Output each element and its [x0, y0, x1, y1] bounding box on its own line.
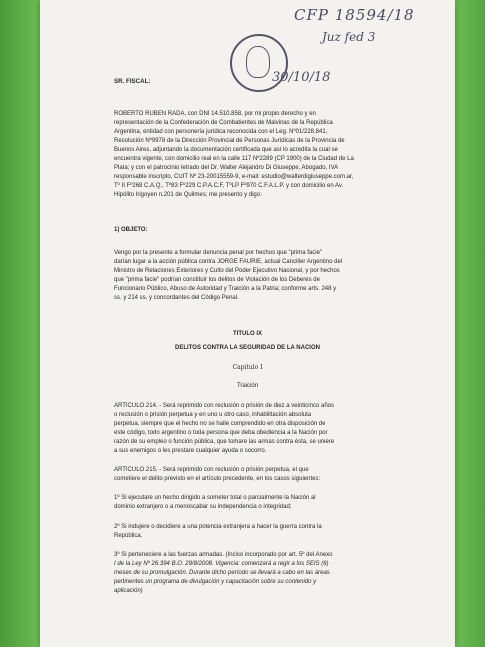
objeto-line: Vengo por la presente a formular denuncia penal por hechos que "prima facie": [114, 250, 323, 256]
item-line: meses de su promulgación. Durante dicho período se llevará a cabo en las áreas: [114, 570, 330, 576]
handwritten-case-number: CFP 18594/18: [294, 6, 415, 24]
intro-line: representación de la Confederación de Combatientes de Malvinas de la República: [114, 120, 333, 126]
article-line: ARTICULO 214. - Será reprimido con reclusión o prisión de diez a veinticinco años: [114, 403, 334, 409]
objeto-line: Funcionario Público, Abuso de Autoridad y Traición a la Patria; conforme arts. 248 y: [114, 286, 337, 292]
stamp-seal: [230, 34, 288, 92]
green-background-right: [455, 0, 485, 647]
intro-line: ROBERTO RUBEN RADA, con DNI 14.510.858, por mi propio derecho y en: [114, 111, 316, 117]
article-line: cometiere el delito previsto en el artículo precedente, en los casos siguientes:: [114, 476, 321, 482]
handwritten-court: Juz fed 3: [322, 30, 376, 44]
intro-line: responsable inscripto, CUIT Nº 23-20015559-9, e-mail: estudio@walterdigiuseppe.com.ar,: [114, 174, 354, 180]
item-line: pertinentes un programa de divulgación y capacitación sobre su contenido y: [114, 579, 317, 585]
article-line: este código, todo argentino o toda persona que deba obediencia a la Nación por: [114, 430, 328, 436]
article-line: perpetua, siempre que el hecho no se halle comprendido en otra disposición de: [114, 421, 326, 427]
item-line: aplicación): [114, 588, 143, 594]
item-line: I de la Ley Nº 26.394 B.O. 29/8/2008. Vigencia: comenzará a regir a los SEIS (6): [114, 561, 329, 567]
intro-line: Buenos Aires, adjuntando la documentación certificada que así lo acredita la cual se: [114, 147, 338, 153]
document-page: [40, 0, 455, 647]
intro-line: Tº II Fº268 C.A.Q., Tº83 Fº229 C.P.A.C.F, TºLP Fº970 C.F.A.L.P. y con domicilio en Av.: [114, 183, 344, 189]
intro-line: Hipólito Irigoyen n.201 de Quilmes; me presento y digo:: [114, 192, 262, 198]
capitulo-heading: Capítulo I: [232, 364, 263, 371]
intro-line: Plata; y con el patrocinio letrado del Dr. Walter Alejandro Di Giuseppe, Abogado, IVA: [114, 165, 339, 171]
intro-line: Resolución Nº9978 de la Dirección Provincial de Personas Jurídicas de la Provincia de: [114, 138, 345, 144]
intro-line: encuentra vigente, con domicilio real en la calle 117 Nº2289 (CP 1900) de la Ciudad de La: [114, 156, 354, 162]
objeto-line: ss. y 214 ss. y concordantes del Código Penal.: [114, 295, 239, 301]
section-heading: 1) OBJETO:: [114, 227, 148, 233]
handwritten-date: 30/10/18: [272, 70, 331, 85]
objeto-line: Ministro de Relaciones Exteriores y Culto del Poder Ejecutivo Nacional, y por hechos: [114, 268, 340, 274]
item-line: 1º Si ejecutare un hecho dirigido a someter total o parcialmente la Nación al: [114, 495, 316, 501]
article-line: razón de su empleo o función pública, que tomare las armas contra ésta, se uniere: [114, 439, 335, 445]
addressee: SR. FISCAL:: [114, 78, 151, 85]
titulo-subheading: DELITOS CONTRA LA SEGURIDAD DE LA NACION: [175, 345, 320, 351]
objeto-line: darían lugar a la acción pública contra JORGE FAURIE, actual Canciller Argentino del: [114, 259, 343, 265]
article-line: a sus enemigos o les prestare cualquier ayuda o socorro.: [114, 448, 267, 454]
capitulo-subheading: Traición: [236, 383, 259, 389]
item-line: 3º Si perteneciere a las fuerzas armadas. (Inciso incorporado por art. 5º del Anexo: [114, 552, 333, 558]
intro-line: Argentina, entidad con personería jurídica reconocida con el Leg. Nº01/228.841,: [114, 129, 328, 135]
article-line: o reclusión o prisión perpetua y en uno u otro caso, inhabilitación absoluta: [114, 412, 312, 418]
titulo-heading: TITULO IX: [233, 331, 262, 337]
item-line: República.: [114, 533, 143, 539]
objeto-line: que "prima facie" podrían constituir los delitos de Violación de los Deberes de: [114, 277, 320, 283]
item-line: 2º Si indujere o decidiere a una potencia extranjera a hacer la guerra contra la: [114, 524, 322, 530]
green-background-left: [0, 0, 40, 647]
article-line: ARTICULO 215. - Será reprimido con reclusión o prisión perpetua, el que: [114, 467, 309, 473]
item-line: dominio extranjero o a menoscabar su independencia o integridad;: [114, 504, 292, 510]
